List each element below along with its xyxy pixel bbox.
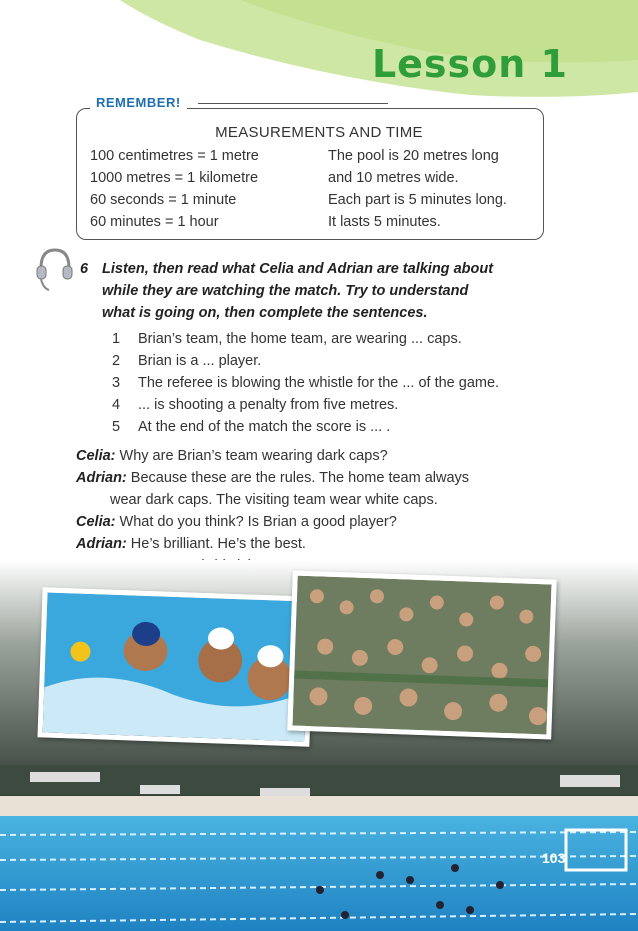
- exercise-item: [112, 331, 462, 347]
- speaker-name: Adrian:: [76, 536, 127, 552]
- remember-divider: [198, 103, 388, 104]
- page-number: 103: [542, 850, 566, 866]
- exercise-item: [112, 397, 398, 413]
- dialogue-line: [76, 448, 388, 464]
- exercise-item: [112, 419, 390, 435]
- measurement-left-line: 1000 metres = 1 kilometre: [90, 170, 259, 186]
- measurement-left-line: 100 centimetres = 1 metre: [90, 148, 259, 164]
- dialogue-text: He’s brilliant. He’s the best.: [126, 536, 306, 552]
- item-number: 1: [112, 331, 121, 347]
- item-number: 3: [112, 375, 121, 391]
- exercise-instruction: what is going on, then complete the sentences.: [102, 305, 428, 321]
- headphones-icon: [33, 244, 73, 292]
- exercise-instruction: Listen, then read what Celia and Adrian are talking about: [102, 261, 494, 277]
- exercise-item: [112, 353, 261, 369]
- speaker-name: Celia:: [76, 514, 116, 530]
- dialogue-continuation: wear dark caps. The visiting team wear white caps.: [110, 492, 438, 508]
- measurement-right-line: The pool is 20 metres long: [328, 148, 499, 164]
- measurements-title: MEASUREMENTS AND TIME: [215, 124, 423, 141]
- dialogue-text: Why are Brian’s team wearing dark caps?: [115, 448, 388, 464]
- exercise-number: 6: [80, 261, 89, 277]
- item-text: Brian’s team, the home team, are wearing ... caps.: [138, 331, 462, 347]
- item-number: 2: [112, 353, 121, 369]
- dialogue-line: [76, 470, 469, 486]
- exercise-item: [112, 375, 499, 391]
- item-number: 5: [112, 419, 121, 435]
- lesson-title: Lesson 1: [371, 42, 568, 86]
- measurement-right-line: It lasts 5 minutes.: [328, 214, 441, 230]
- measurement-right-line: Each part is 5 minutes long.: [328, 192, 507, 208]
- dialogue-text: What do you think? Is Brian a good player?: [115, 514, 397, 530]
- speaker-name: Celia:: [76, 448, 116, 464]
- dialogue-text: Because these are the rules. The home team always: [126, 470, 470, 486]
- speaker-name: Adrian:: [76, 470, 127, 486]
- dialogue-line: [76, 536, 306, 552]
- item-text: At the end of the match the score is ... .: [138, 419, 391, 435]
- remember-label: REMEMBER!: [90, 95, 187, 110]
- item-text: The referee is blowing the whistle for the ... of the game.: [138, 375, 500, 391]
- measurement-left-line: 60 minutes = 1 hour: [90, 214, 219, 230]
- water-polo-photo: [37, 587, 314, 746]
- crowd-photo: [287, 570, 556, 739]
- item-number: 4: [112, 397, 121, 413]
- item-text: Brian is a ... player.: [138, 353, 262, 369]
- measurement-right-line: and 10 metres wide.: [328, 170, 459, 186]
- item-text: ... is shooting a penalty from five metres.: [138, 397, 399, 413]
- measurement-left-line: 60 seconds = 1 minute: [90, 192, 237, 208]
- exercise-instruction: while they are watching the match. Try to understand: [102, 283, 469, 299]
- dialogue-line: [76, 514, 397, 530]
